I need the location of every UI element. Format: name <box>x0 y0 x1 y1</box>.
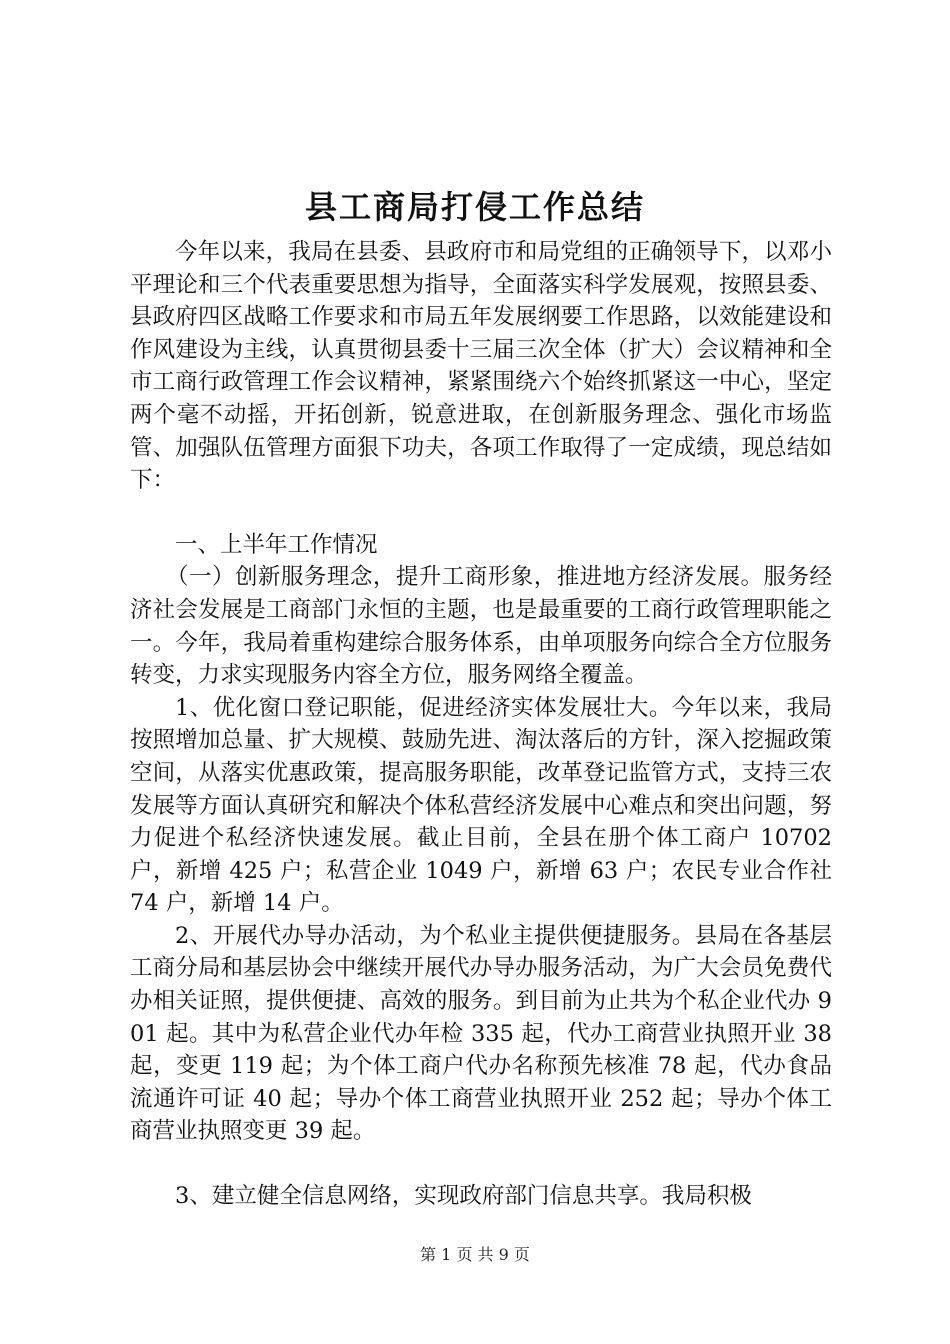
item-paragraph-2: 2、开展代办导办活动，为个私业主提供便捷服务。县局在各基层工商分局和基层协会中继续开展代办导办服务活动，为广大会员免费代办相关证照，提供便捷、高效的服务。到目前为止共为个私企业代办 901 起。其中为私营企业代办年检 335 起，代办工商营业执照开业 38 起，变更 119 起；为个体工商户代办名称预先核准 78 起，代办食品流通许可证 40 起；导办个体工商营业执照开业 252 起；导办个体工商营业执照变更 39 起。 <box>130 922 832 1145</box>
subsection-paragraph: （一）创新服务理念，提升工商形象，推进地方经济发展。服务经济社会发展是工商部门永恒的主题，也是最重要的工商行政管理职能之一。今年，我局着重构建综合服务体系，由单项服务向综合全方位服务转变，力求实现服务内容全方位，服务网络全覆盖。 <box>130 564 832 689</box>
document-title: 县工商局打侵工作总结 <box>304 188 645 226</box>
page-footer: 第 1 页 共 9 页 <box>420 1245 530 1264</box>
intro-paragraph: 今年以来，我局在县委、县政府市和局党组的正确领导下，以邓小平理论和三个代表重要思想为指导，全面落实科学发展观，按照县委、县政府四区战略工作要求和市局五年发展纲要工作思路，以效能建设和作风建设为主线，认真贯彻县委十三届三次全体（扩大）会议精神和全市工商行政管理工作会议精神，紧紧围绕六个始终抓紧这一中心，坚定两个毫不动摇，开拓创新，锐意进取，在创新服务理念、强化市场监管、加强队伍管理方面狠下功夫，各项工作取得了一定成绩，现总结如下： <box>130 239 832 494</box>
document-body <box>130 236 832 1213</box>
section-heading: 一、上半年工作情况 <box>175 531 378 558</box>
item-paragraph-3: 3、建立健全信息网络，实现政府部门信息共享。我局积极 <box>175 1183 752 1210</box>
item-paragraph-1: 1、优化窗口登记职能，促进经济实体发展壮大。今年以来，我局按照增加总量、扩大规模、鼓励先进、淘汰落后的方针，深入挖掘政策空间，从落实优惠政策，提高服务职能，改革登记监管方式，支持三农发展等方面认真研究和解决个体私营经济发展中心难点和突出问题，努力促进个私经济快速发展。截止目前，全县在册个体工商户 10702 户，新增 425 户；私营企业 1049 户，新增 63 户；农民专业合作社 74 户，新增 14 户。 <box>130 694 832 917</box>
